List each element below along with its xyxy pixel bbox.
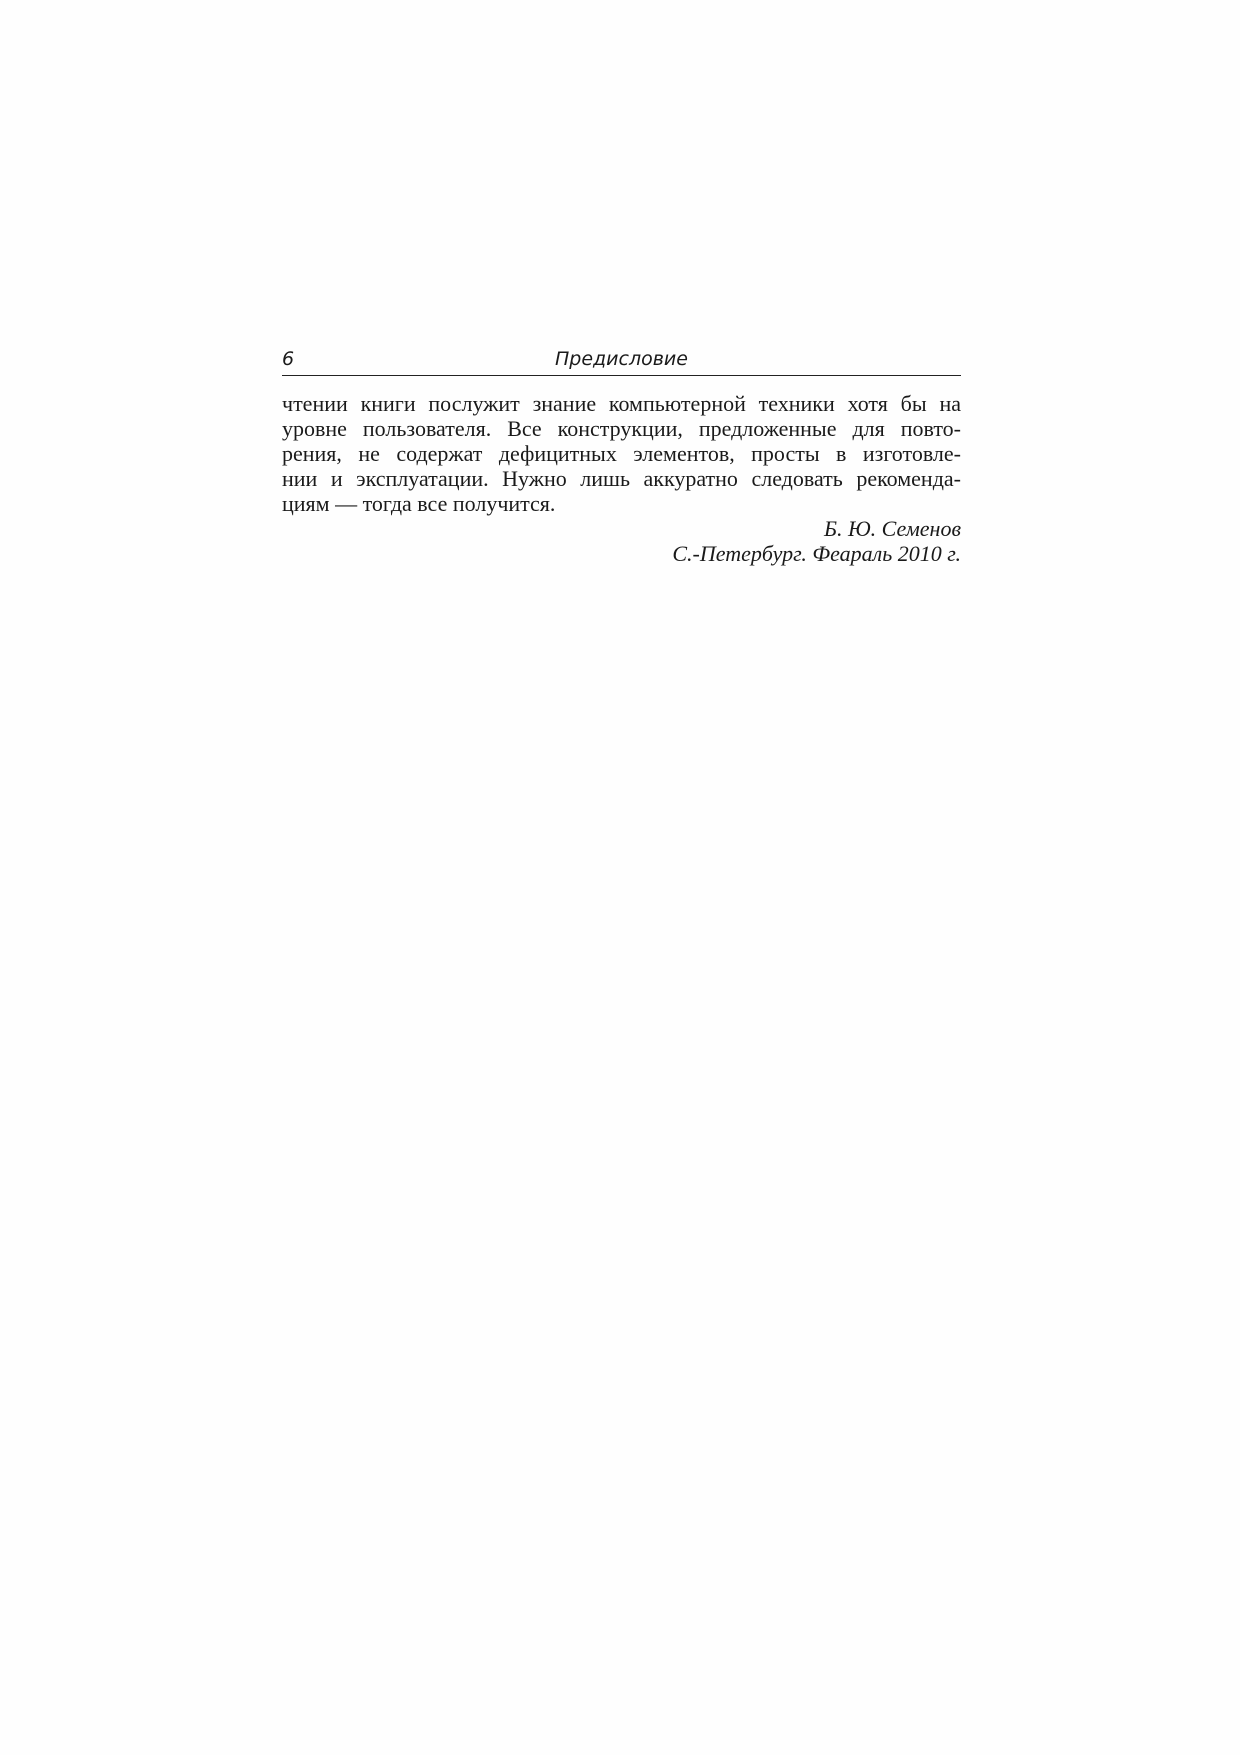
text-line: нии и эксплуатации. Нужно лишь аккуратно следовать рекоменда- — [282, 466, 961, 491]
text-line: уровне пользователя. Все конструкции, предложенные для повто- — [282, 416, 961, 441]
section-title: Предисловие — [555, 348, 688, 370]
place-date: С.-Петербург. Феараль 2010 г. — [672, 541, 961, 566]
body-paragraph — [282, 391, 961, 516]
book-page — [282, 348, 961, 566]
running-header — [282, 348, 961, 376]
author-name: Б. Ю. Семенов — [824, 516, 961, 541]
text-line: циям — тогда все получится. — [282, 491, 556, 516]
signature-block — [282, 516, 961, 566]
text-line: рения, не содержат дефицитных элементов, просты в изготовле- — [282, 441, 961, 466]
page-number: 6 — [282, 348, 295, 370]
text-line: чтении книги послужит знание компьютерной техники хотя бы на — [282, 391, 961, 416]
